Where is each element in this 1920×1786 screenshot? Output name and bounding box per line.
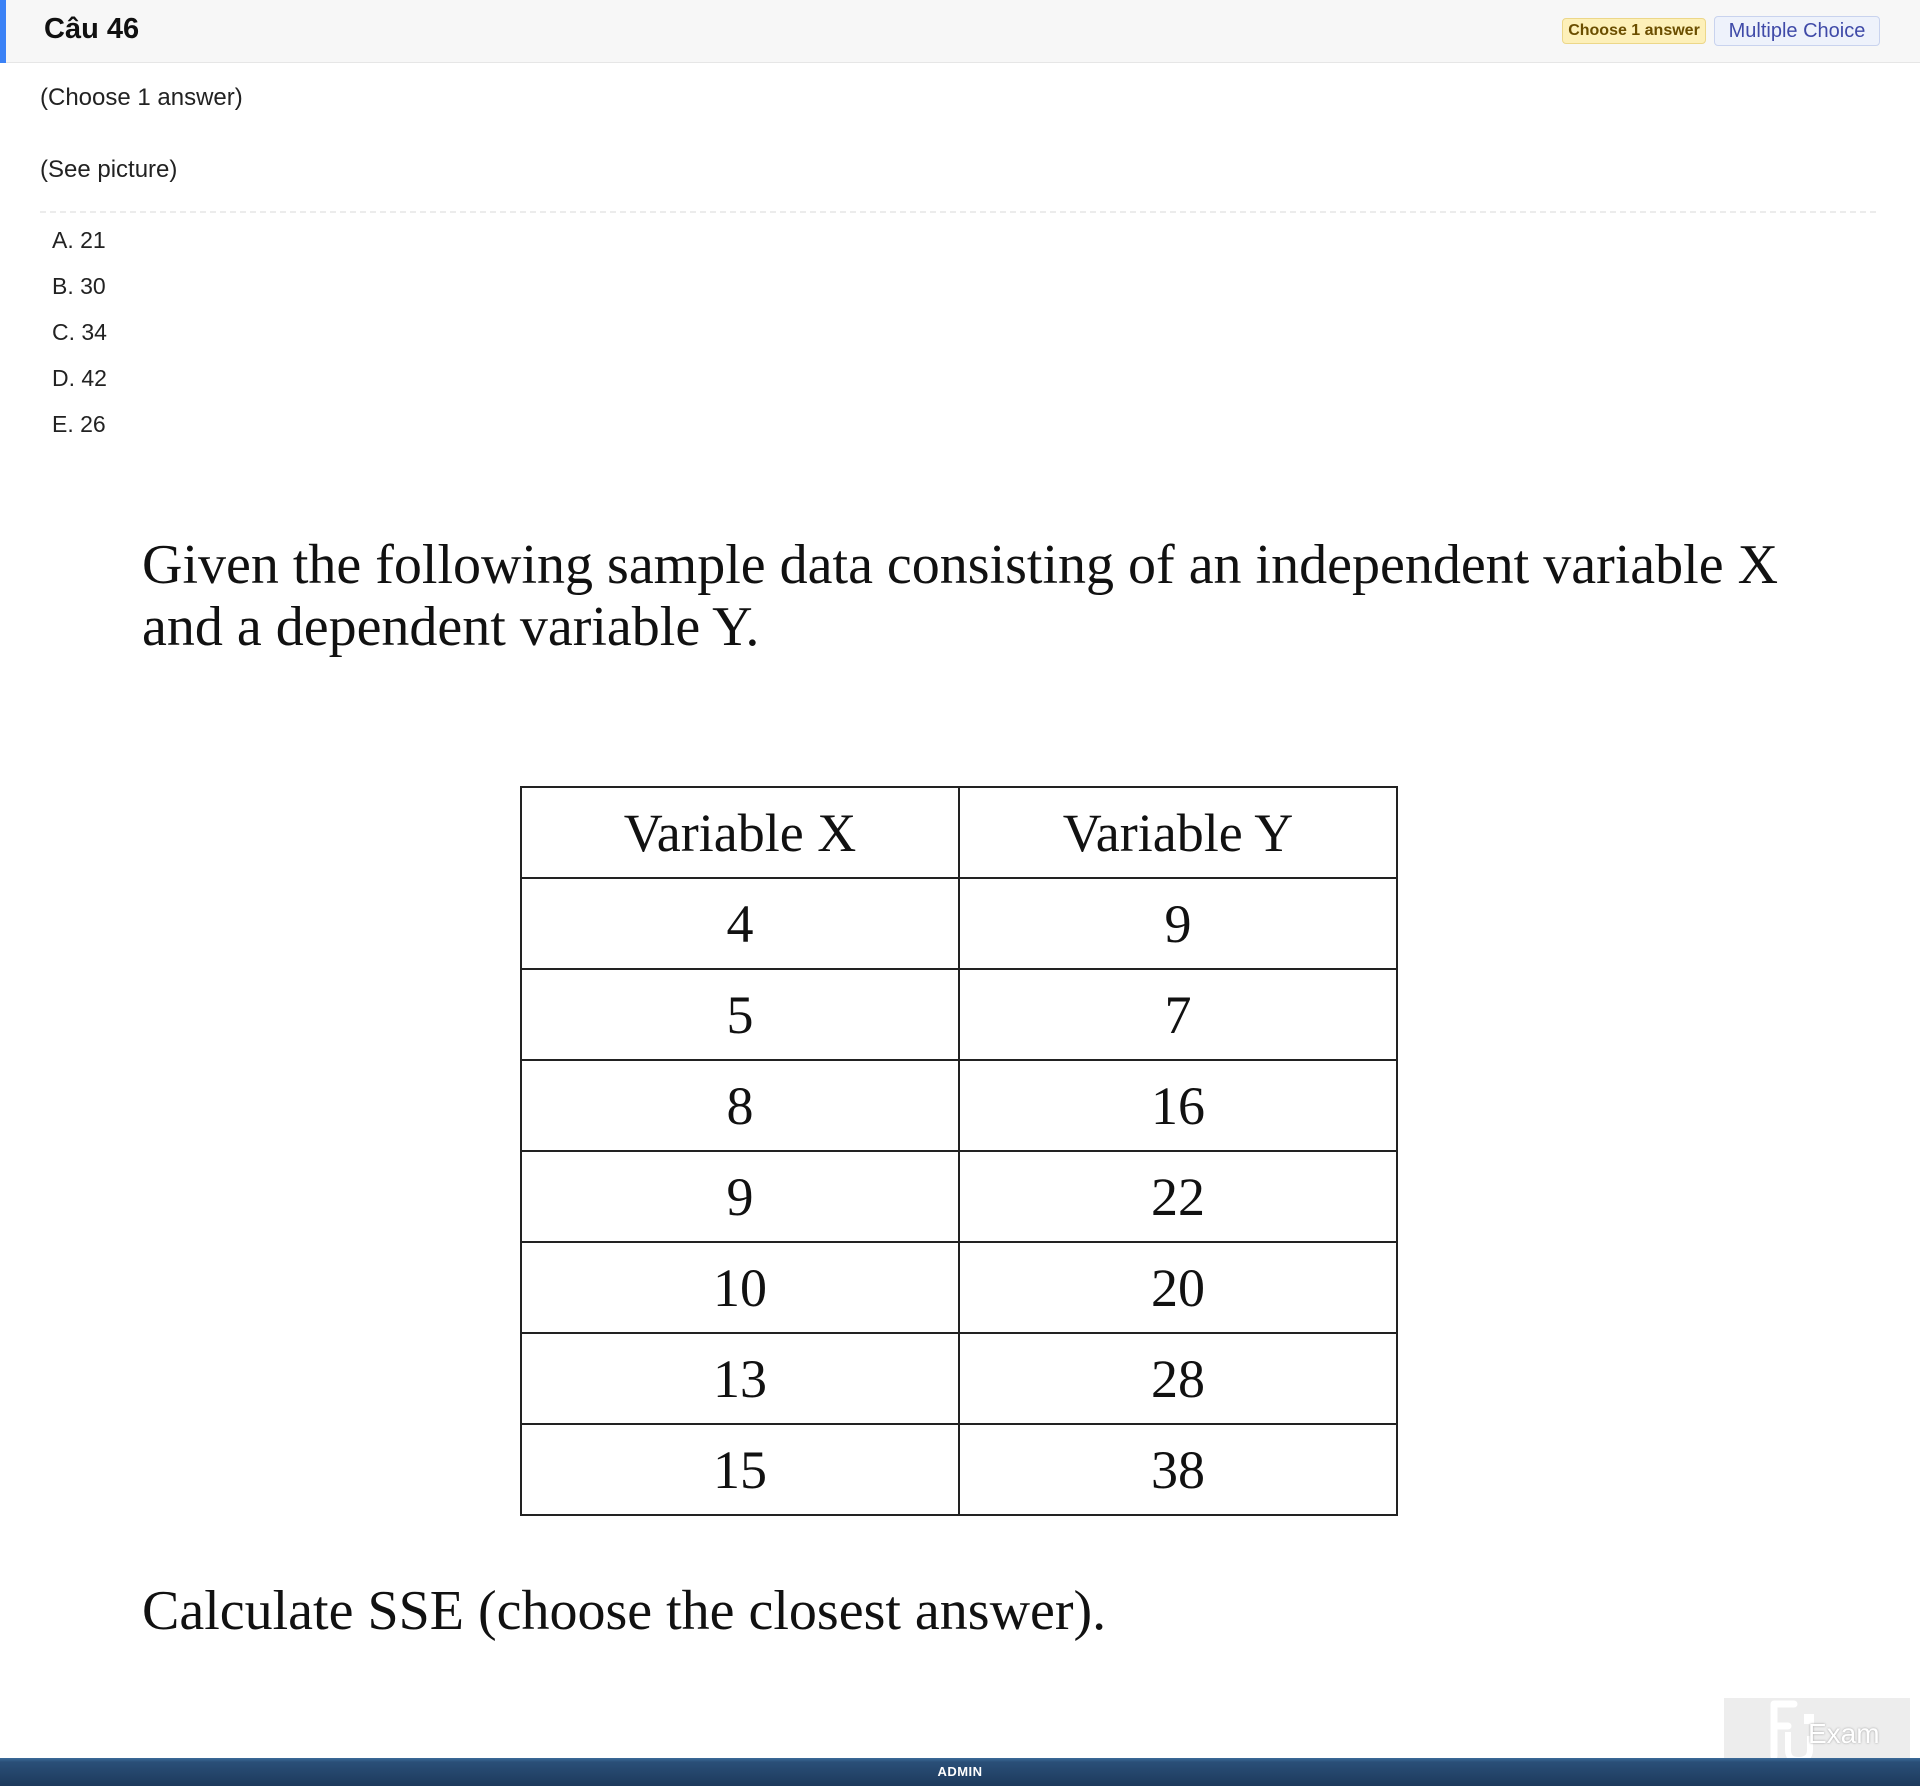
- cell-x: 9: [521, 1151, 959, 1242]
- question-picture: [0, 500, 1920, 1760]
- table-row: [521, 878, 1397, 969]
- cell-y: 16: [959, 1060, 1397, 1151]
- table-row: [521, 1060, 1397, 1151]
- table-row: [521, 1424, 1397, 1515]
- table-row: [521, 1242, 1397, 1333]
- choose-count-badge: Choose 1 answer: [1562, 18, 1706, 44]
- question-title: Câu 46: [44, 13, 140, 45]
- table-row: [521, 1151, 1397, 1242]
- option-c[interactable]: C. 34: [52, 319, 107, 345]
- picture-intro-line-1: Given the following sample data consisting of an independent variable X: [142, 534, 1779, 596]
- header-variable-x: Variable X: [521, 787, 959, 878]
- cell-y: 28: [959, 1333, 1397, 1424]
- cell-x: 8: [521, 1060, 959, 1151]
- data-table: [520, 786, 1398, 1516]
- header-accent-bar: [0, 0, 6, 63]
- cell-y: 22: [959, 1151, 1397, 1242]
- cell-x: 10: [521, 1242, 959, 1333]
- picture-question: Calculate SSE (choose the closest answer).: [142, 1580, 1107, 1642]
- cell-x: 5: [521, 969, 959, 1060]
- cell-x: 15: [521, 1424, 959, 1515]
- logo-text: Exam: [1808, 1718, 1880, 1749]
- cell-x: 13: [521, 1333, 959, 1424]
- option-e[interactable]: E. 26: [52, 411, 106, 437]
- header-variable-y: Variable Y: [959, 787, 1397, 878]
- picture-intro-line-2: and a dependent variable Y.: [142, 596, 760, 658]
- see-picture-note: (See picture): [40, 156, 178, 183]
- question-type-badge: Multiple Choice: [1714, 16, 1880, 46]
- answer-instruction: (Choose 1 answer): [40, 84, 243, 111]
- divider: [40, 211, 1876, 213]
- footer-label: ADMIN: [937, 1764, 983, 1779]
- table-row: [521, 1333, 1397, 1424]
- option-b[interactable]: B. 30: [52, 273, 106, 299]
- table-header-row: [521, 787, 1397, 878]
- cell-y: 38: [959, 1424, 1397, 1515]
- option-a[interactable]: A. 21: [52, 227, 106, 253]
- table-row: [521, 969, 1397, 1060]
- cell-y: 7: [959, 969, 1397, 1060]
- cell-y: 20: [959, 1242, 1397, 1333]
- cell-x: 4: [521, 878, 959, 969]
- option-d[interactable]: D. 42: [52, 365, 107, 391]
- question-header: [0, 0, 1920, 63]
- cell-y: 9: [959, 878, 1397, 969]
